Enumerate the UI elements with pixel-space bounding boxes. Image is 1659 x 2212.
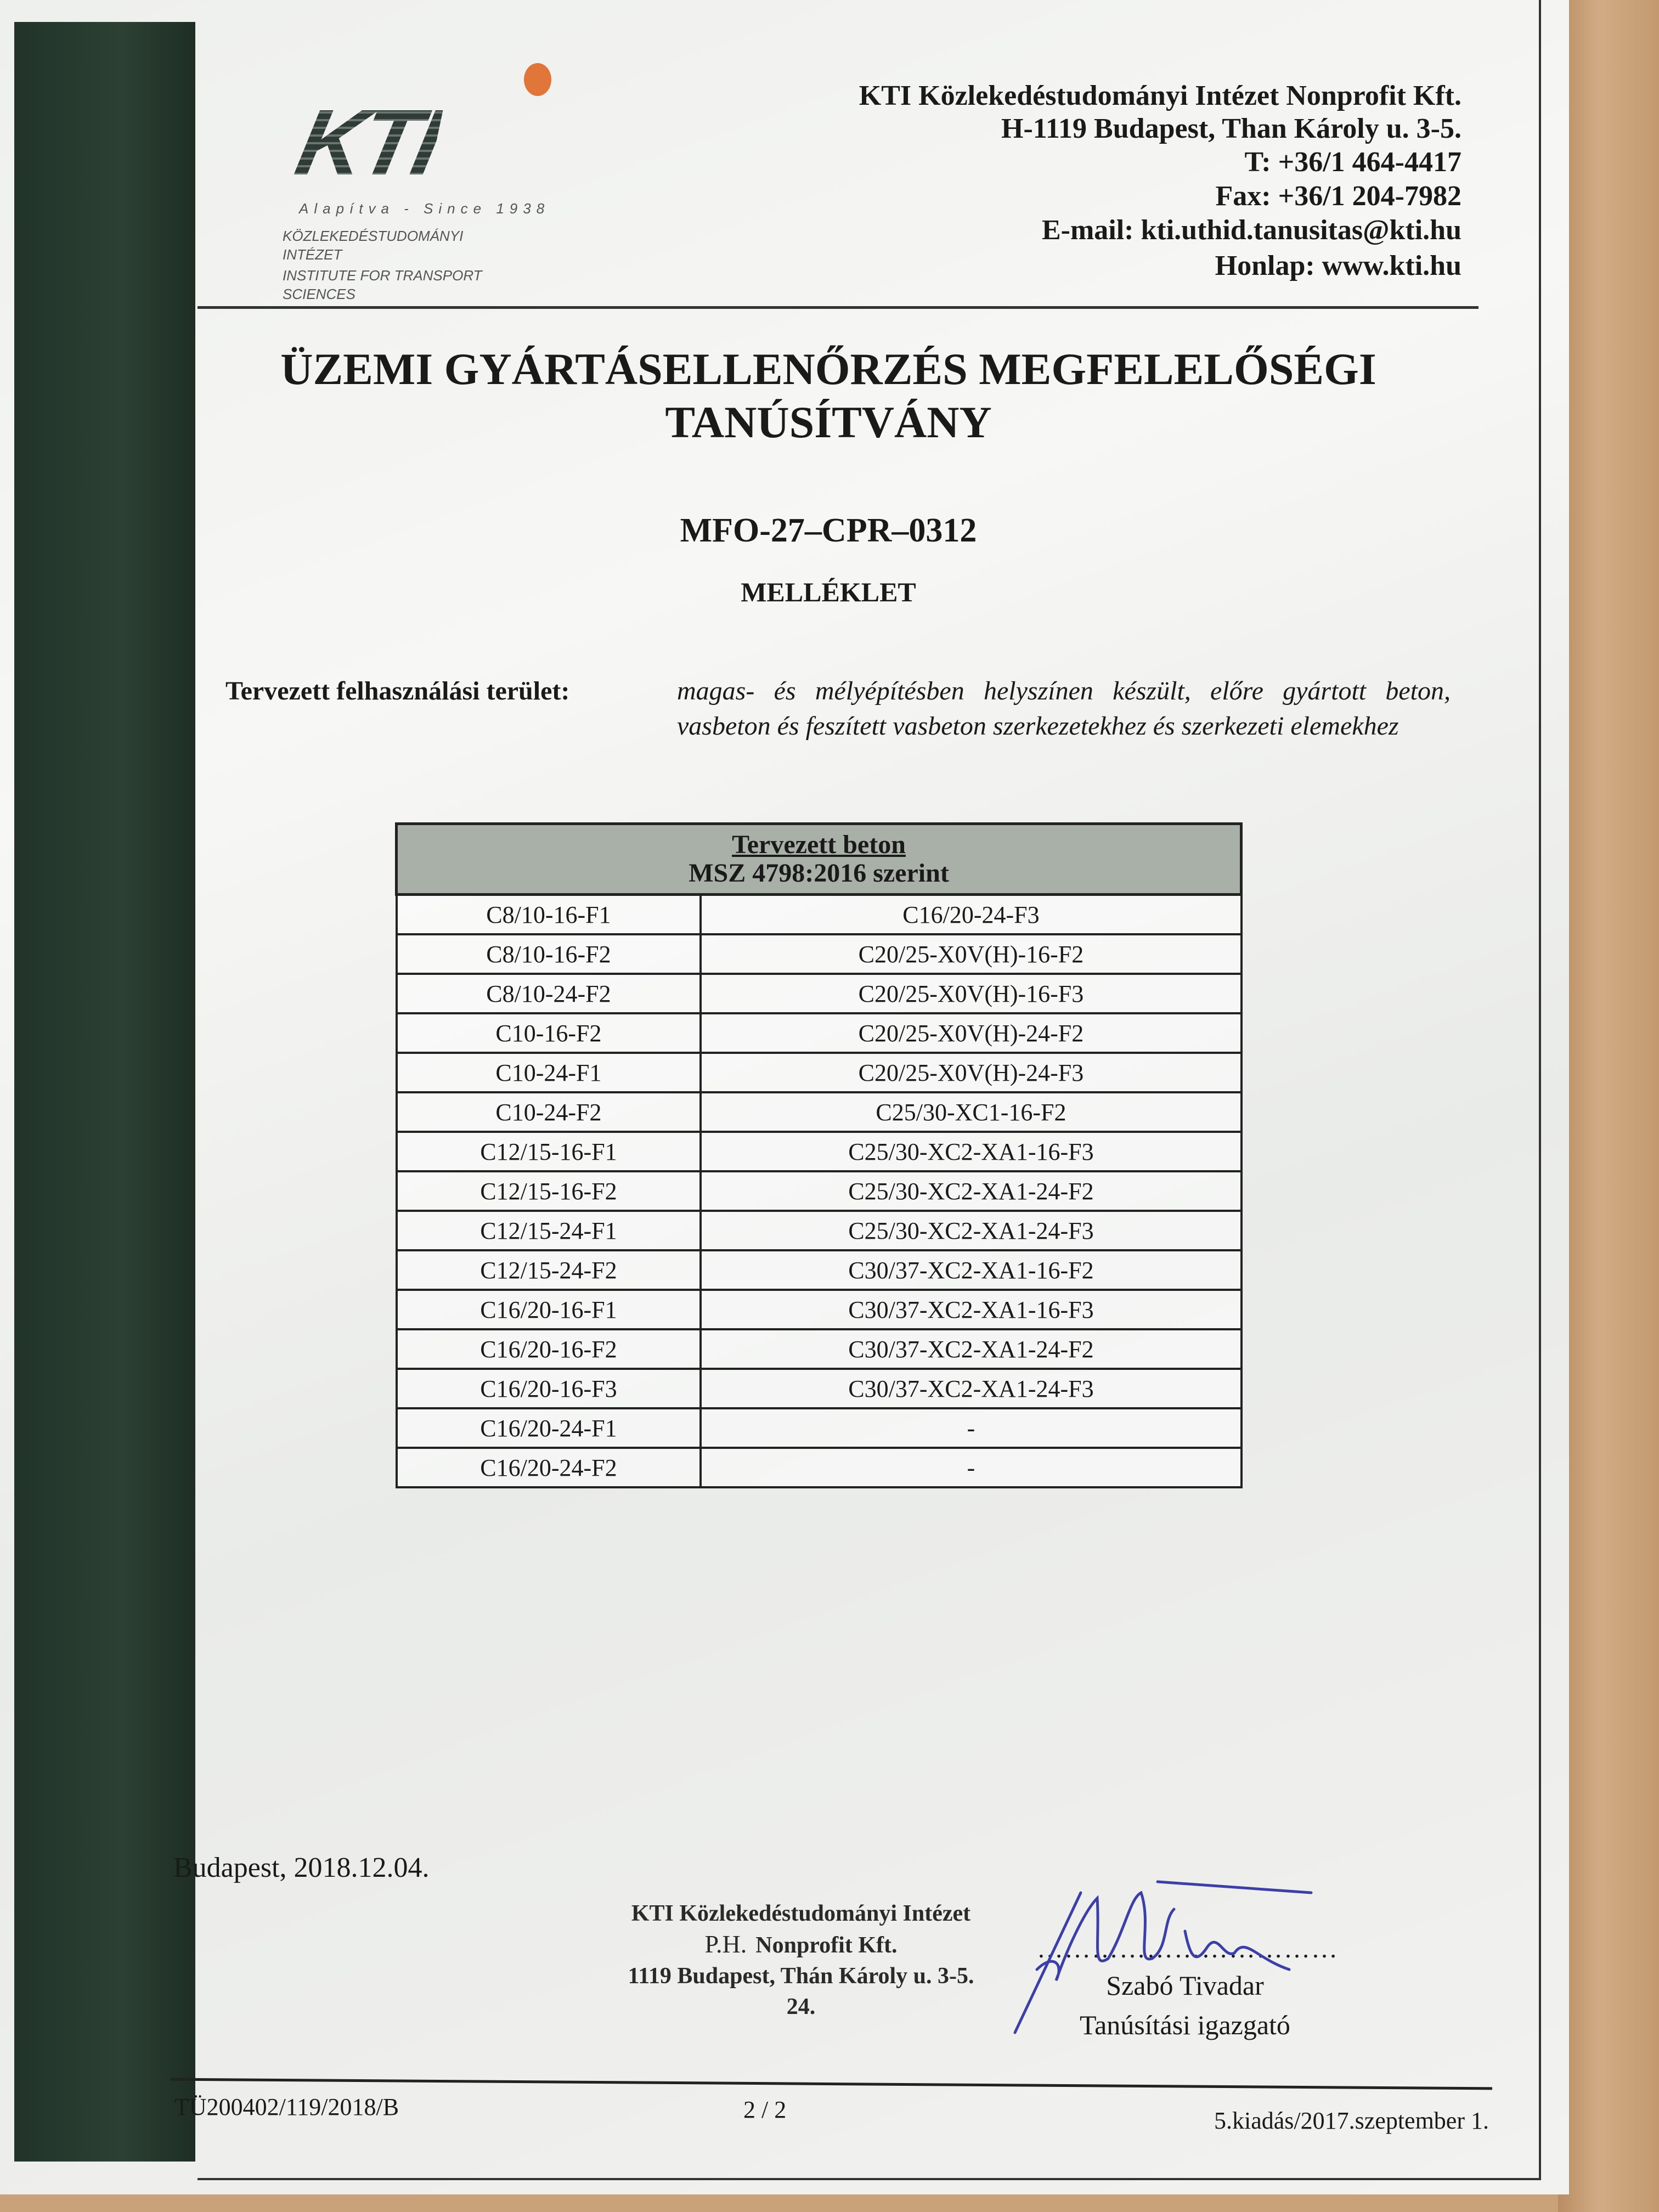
logo-line: INSTITUTE FOR TRANSPORT <box>283 267 482 284</box>
concrete-class-left: C16/20-24-F1 <box>397 1408 701 1448</box>
concrete-class-right: C30/37-XC2-XA1-16-F3 <box>701 1290 1241 1329</box>
header-divider <box>198 306 1479 309</box>
stamp-line: 1119 Budapest, Thán Károly u. 3-5. <box>628 1963 974 1989</box>
concrete-class-left: C12/15-16-F2 <box>397 1171 701 1211</box>
green-side-stripe <box>14 22 195 2162</box>
concrete-class-left: C10-16-F2 <box>397 1013 701 1053</box>
concrete-class-left: C12/15-24-F1 <box>397 1211 701 1250</box>
stamp-line: 24. <box>786 1994 816 2019</box>
wood-surface <box>1558 0 1659 2212</box>
header-company: KTI Közlekedéstudományi Intézet Nonprofit Kft. <box>859 80 1462 111</box>
table-header-standard: MSZ 4798:2016 szerint <box>689 859 949 888</box>
concrete-class-right: C30/37-XC2-XA1-16-F2 <box>701 1250 1241 1290</box>
document-title: ÜZEMI GYÁRTÁSELLENŐRZÉS MEGFELELŐSÉGI <box>280 344 1376 394</box>
table-row <box>397 1092 1242 1132</box>
kti-logo <box>261 63 573 304</box>
concrete-class-right: - <box>701 1448 1241 1487</box>
page-number: 2 / 2 <box>743 2096 787 2123</box>
table-row <box>397 1211 1242 1250</box>
logo-line: INTÉZET <box>283 246 342 263</box>
concrete-class-right: C20/25-X0V(H)-24-F2 <box>701 1013 1241 1053</box>
concrete-class-right: - <box>701 1408 1241 1448</box>
table-row <box>397 1053 1242 1092</box>
document-title-line2: TANÚSÍTVÁNY <box>665 397 992 447</box>
table-row <box>397 1369 1242 1408</box>
table-row <box>397 1448 1242 1487</box>
footer-edition: 5.kiadás/2017.szeptember 1. <box>1214 2107 1489 2134</box>
table-row <box>397 1132 1242 1171</box>
concrete-class-right: C20/25-X0V(H)-16-F3 <box>701 974 1241 1013</box>
certificate-code: MFO-27–CPR–0312 <box>680 512 977 549</box>
concrete-class-left: C8/10-24-F2 <box>397 974 701 1013</box>
signatory-name: Szabó Tivadar <box>1106 1970 1264 2001</box>
concrete-class-right: C30/37-XC2-XA1-24-F3 <box>701 1369 1241 1408</box>
footer-reference: TÜ200402/119/2018/B <box>174 2094 399 2120</box>
concrete-class-left: C16/20-16-F2 <box>397 1329 701 1369</box>
concrete-class-left: C16/20-16-F3 <box>397 1369 701 1408</box>
table-header <box>397 824 1242 895</box>
table-row <box>397 934 1242 974</box>
logo-line: KÖZLEKEDÉSTUDOMÁNYI <box>283 228 464 244</box>
header-fax: Fax: +36/1 204-7982 <box>1215 180 1462 212</box>
stamp-line: Nonprofit Kft. <box>755 1933 898 1958</box>
concrete-class-right: C20/25-X0V(H)-24-F3 <box>701 1053 1241 1092</box>
header-web: Honlap: www.kti.hu <box>1215 250 1462 281</box>
signatory-role: Tanúsítási igazgató <box>1080 2010 1290 2040</box>
concrete-class-left: C8/10-16-F2 <box>397 934 701 974</box>
concrete-class-left: C8/10-16-F1 <box>397 895 701 935</box>
concrete-class-right: C20/25-X0V(H)-16-F2 <box>701 934 1241 974</box>
table-header-title: Tervezett beton <box>732 830 906 859</box>
logo-mark: KTI <box>287 91 448 195</box>
header-phone: T: +36/1 464-4417 <box>1244 146 1462 178</box>
concrete-class-right: C25/30-XC1-16-F2 <box>701 1092 1241 1132</box>
usage-label: Tervezett felhasználási terület: <box>225 676 570 706</box>
annex-label: MELLÉKLET <box>741 577 916 607</box>
concrete-class-left: C10-24-F2 <box>397 1092 701 1132</box>
company-stamp <box>582 1898 1020 2022</box>
table-row <box>397 1171 1242 1211</box>
table-row <box>397 1408 1242 1448</box>
concrete-class-right: C25/30-XC2-XA1-24-F2 <box>701 1171 1241 1211</box>
issue-date: Budapest, 2018.12.04. <box>173 1852 430 1883</box>
concrete-class-left: C16/20-16-F1 <box>397 1290 701 1329</box>
concrete-class-right: C16/20-24-F3 <box>701 895 1241 935</box>
header-email: E-mail: kti.uthid.tanusitas@kti.hu <box>1041 215 1462 246</box>
table-row <box>397 895 1242 935</box>
table-row <box>397 974 1242 1013</box>
concrete-class-left: C12/15-16-F1 <box>397 1132 701 1171</box>
stamp-line-2 <box>582 1929 1020 1961</box>
concrete-table <box>395 822 1243 1488</box>
header-address: H-1119 Budapest, Than Károly u. 3-5. <box>1001 113 1462 144</box>
table-row <box>397 1250 1242 1290</box>
concrete-class-left: C16/20-24-F2 <box>397 1448 701 1487</box>
table-row <box>397 1290 1242 1329</box>
table-row <box>397 1329 1242 1369</box>
stamp-line: KTI Közlekedéstudományi Intézet <box>631 1901 971 1926</box>
logo-orange-dot <box>524 63 551 96</box>
signature-line: …………………………… <box>1037 1934 1339 1963</box>
concrete-class-left: C12/15-24-F2 <box>397 1250 701 1290</box>
usage-text: magas- és mélyépítésben helyszínen készült, előre gyártott beton, vasbeton és feszített vasbeton szerkezetekhez és szerkezeti elemekhez <box>677 676 1451 741</box>
concrete-class-left: C10-24-F1 <box>397 1053 701 1092</box>
concrete-class-right: C30/37-XC2-XA1-24-F2 <box>701 1329 1241 1369</box>
logo-line: SCIENCES <box>283 286 356 302</box>
table-row <box>397 1013 1242 1053</box>
stamp-ph: P.H. <box>704 1930 747 1958</box>
concrete-class-right: C25/30-XC2-XA1-16-F3 <box>701 1132 1241 1171</box>
concrete-class-right: C25/30-XC2-XA1-24-F3 <box>701 1211 1241 1250</box>
logo-since: Alapítva - Since 1938 <box>299 200 550 217</box>
